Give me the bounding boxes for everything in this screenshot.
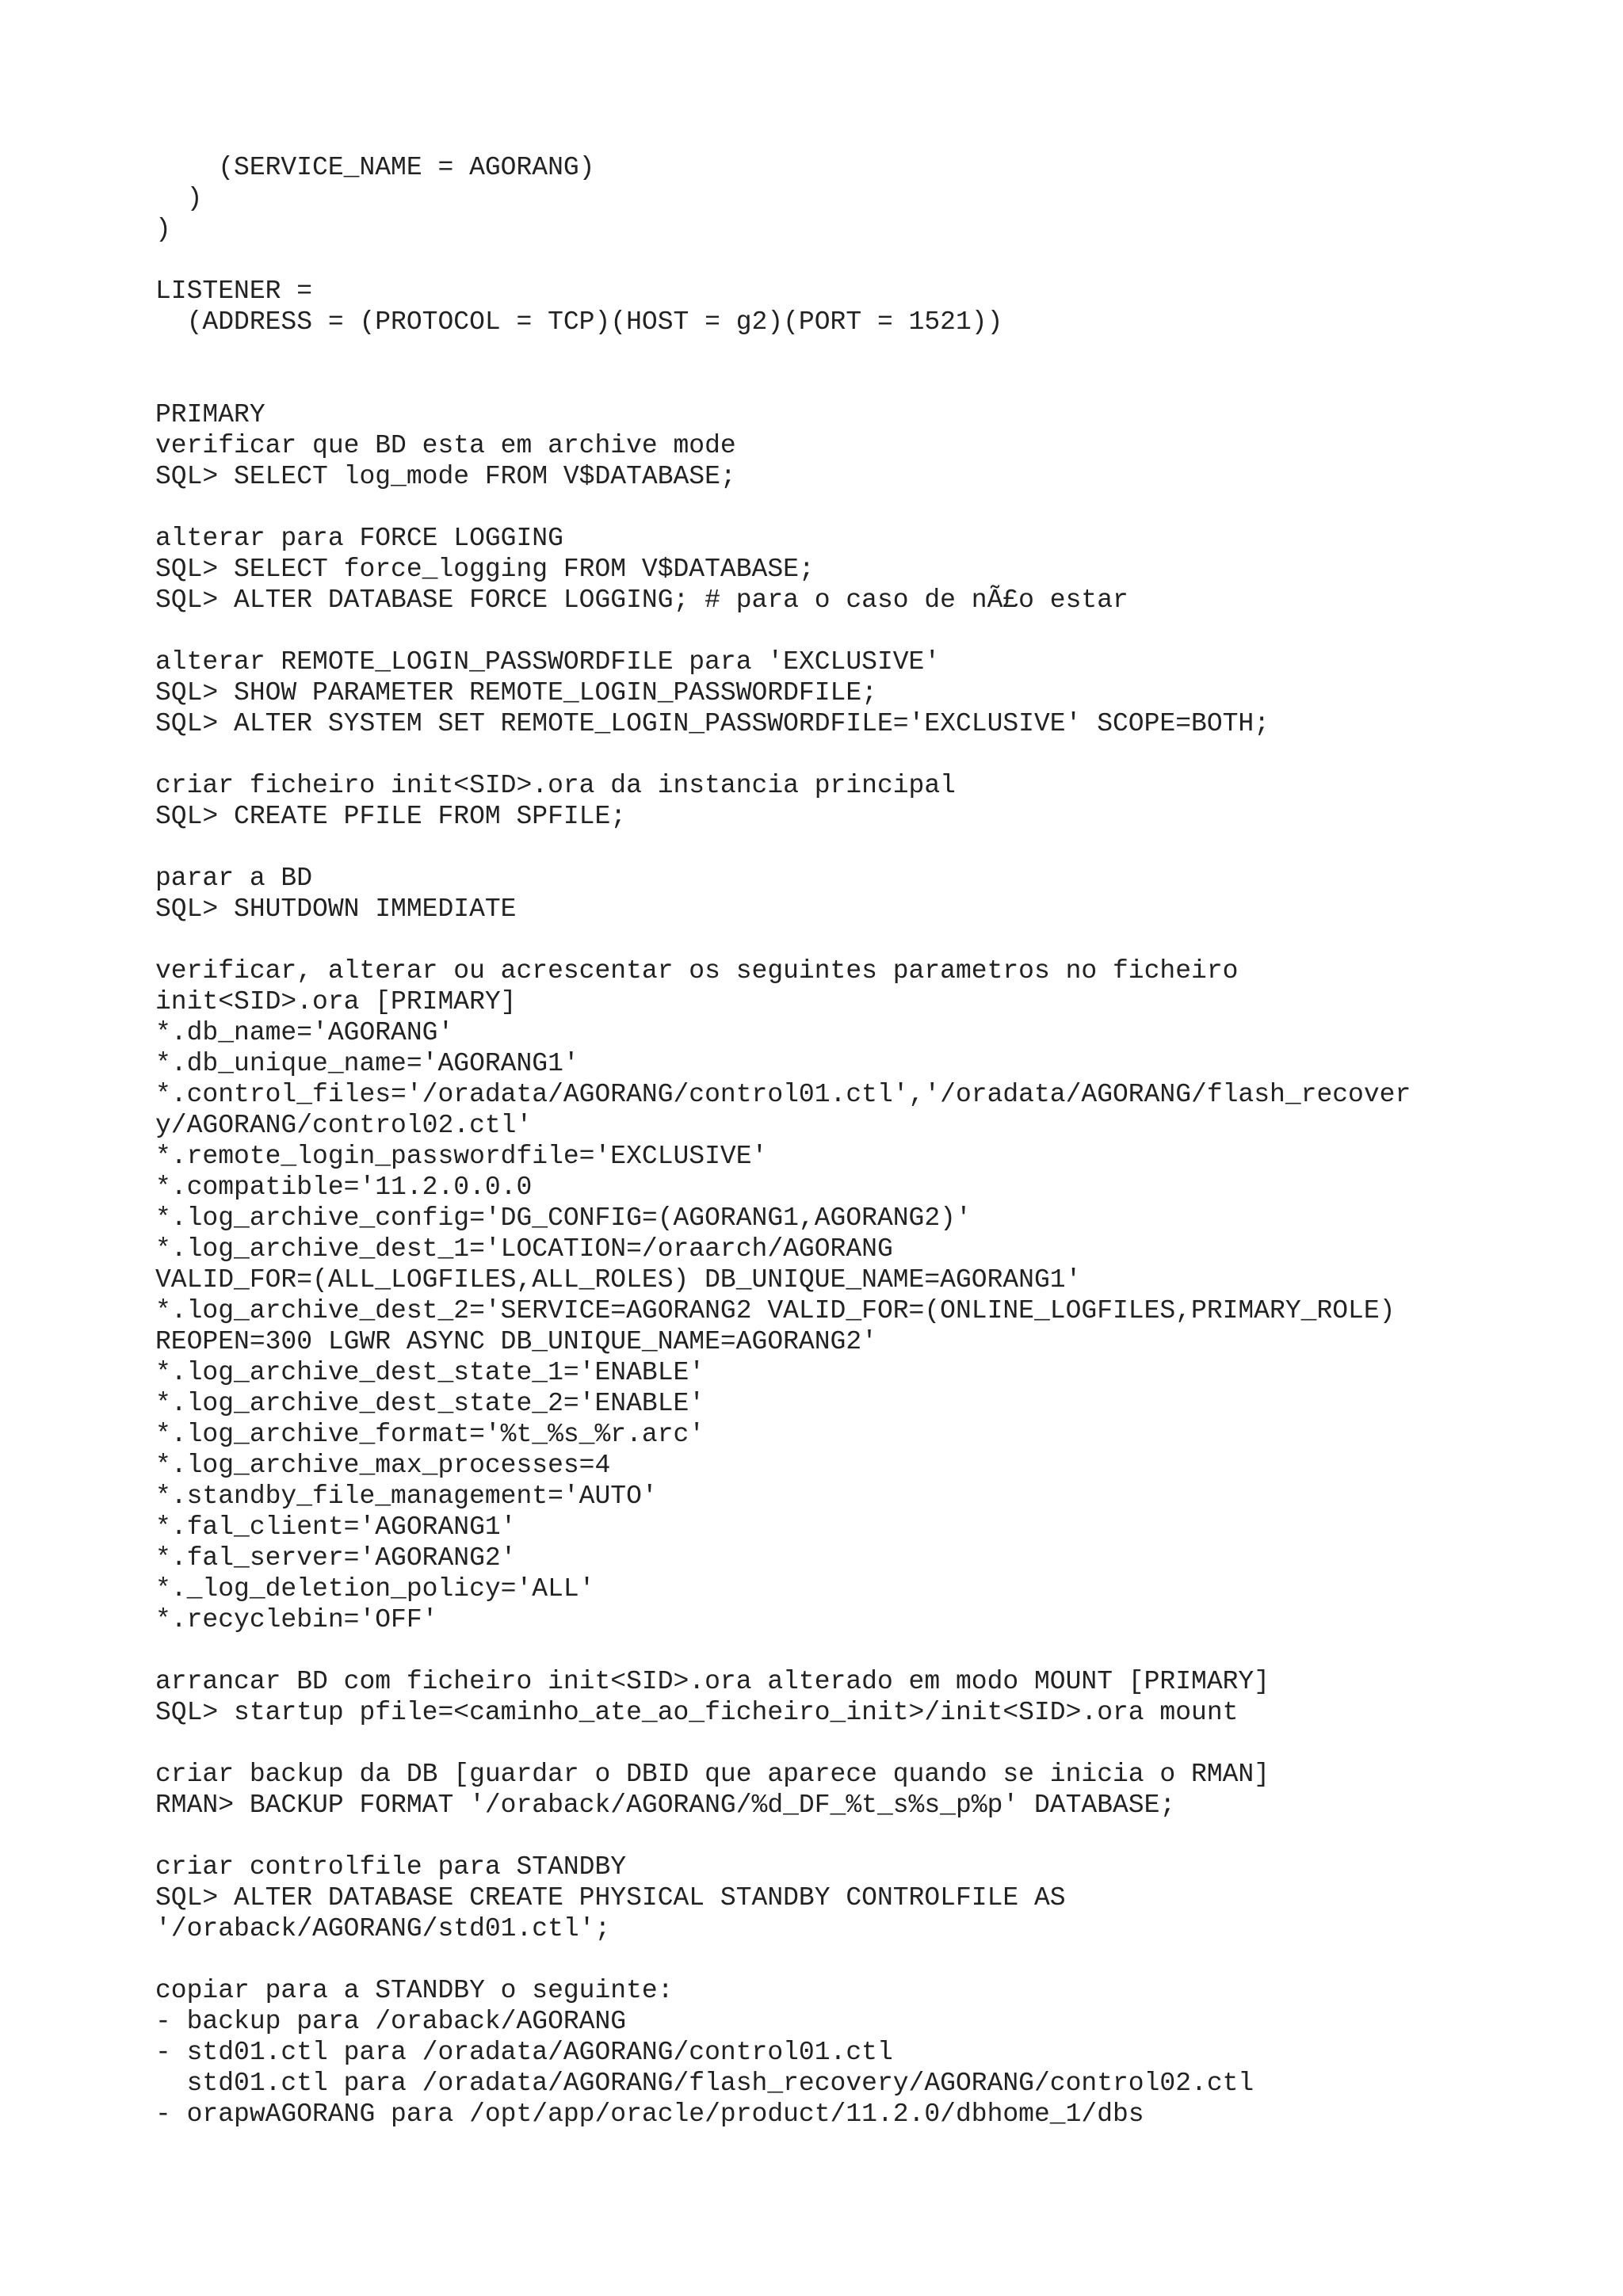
document-body-text: (SERVICE_NAME = AGORANG) ) ) LISTENER = (ADDRESS = (PROTOCOL = TCP)(HOST = g2)(PORT = 1521)) PRIMARY verificar que BD esta em archive mode SQL> SELECT log_mode FROM V$DATABASE; alterar para FORCE LOGGING SQL> SELECT force_logging FROM V$DATABASE; SQL> ALTER DATABASE FORCE LOGGING; # para o caso de nÃ£o estar alterar REMOTE_LOGIN_PASSWORDFILE para 'EXCLUSIVE' SQL> SHOW PARAMETER REMOTE_LOGIN_PASSWORDFILE; SQL> ALTER SYSTEM SET REMOTE_LOGIN_PASSWORDFILE='EXCLUSIVE' SCOPE=BOTH; criar ficheiro init<SID>.ora da instancia principal SQL> CREATE PFILE FROM SPFILE; parar a BD SQL> SHUTDOWN IMMEDIATE verificar, alterar ou acrescentar os seguintes parametros no ficheiro init<SID>.ora [PRIMARY] *.db_name='AGORANG' *.db_unique_name='AGORANG1' *.control_files='/oradata/AGORANG/control01.ctl','/oradata/AGORANG/flash_recover y/AGORANG/control02.ctl' *.remote_login_passwordfile='EXCLUSIVE' *.compatible='11.2.0.0.0 *.log_archive_config='DG_CONFIG=(AGORANG1,AGORANG2)' *.log_archive_dest_1='LOCATION=/oraarch/AGORANG VALID_FOR=(ALL_LOGFILES,ALL_ROLES) DB_UNIQUE_NAME=AGORANG1' *.log_archive_dest_2='SERVICE=AGORANG2 VALID_FOR=(ONLINE_LOGFILES,PRIMARY_ROLE) REOPEN=300 LGWR ASYNC DB_UNIQUE_NAME=AGORANG2' *.log_archive_dest_state_1='ENABLE' *.log_archive_dest_state_2='ENABLE' *.log_archive_format='%t_%s_%r.arc' *.log_archive_max_processes=4 *.standby_file_management='AUTO' *.fal_client='AGORANG1' *.fal_server='AGORANG2' *._log_deletion_policy='ALL' *.recyclebin='OFF' arrancar BD com ficheiro init<SID>.ora alterado em modo MOUNT [PRIMARY] SQL> startup pfile=<caminho_ate_ao_ficheiro_init>/init<SID>.ora mount criar backup da DB [guardar o DBID que aparece quando se inicia o RMAN] RMAN> BACKUP FORMAT '/oraback/AGORANG/%d_DF_%t_s%s_p%p' DATABASE; criar controlfile para STANDBY SQL> ALTER DATABASE CREATE PHYSICAL STANDBY CONTROLFILE AS '/oraback/AGORANG/std01.ctl'; copiar para a STANDBY o seguinte: - backup para /oraback/AGORANG - std01.ctl para /oradata/AGORANG/control01.ctl std01.ctl para /oradata/AGORANG/flash_recovery/AGORANG/control02.ctl - orapwAGORANG para /opt/app/oracle/product/11.2.0/dbhome_1/dbs: [155, 153, 1411, 2129]
